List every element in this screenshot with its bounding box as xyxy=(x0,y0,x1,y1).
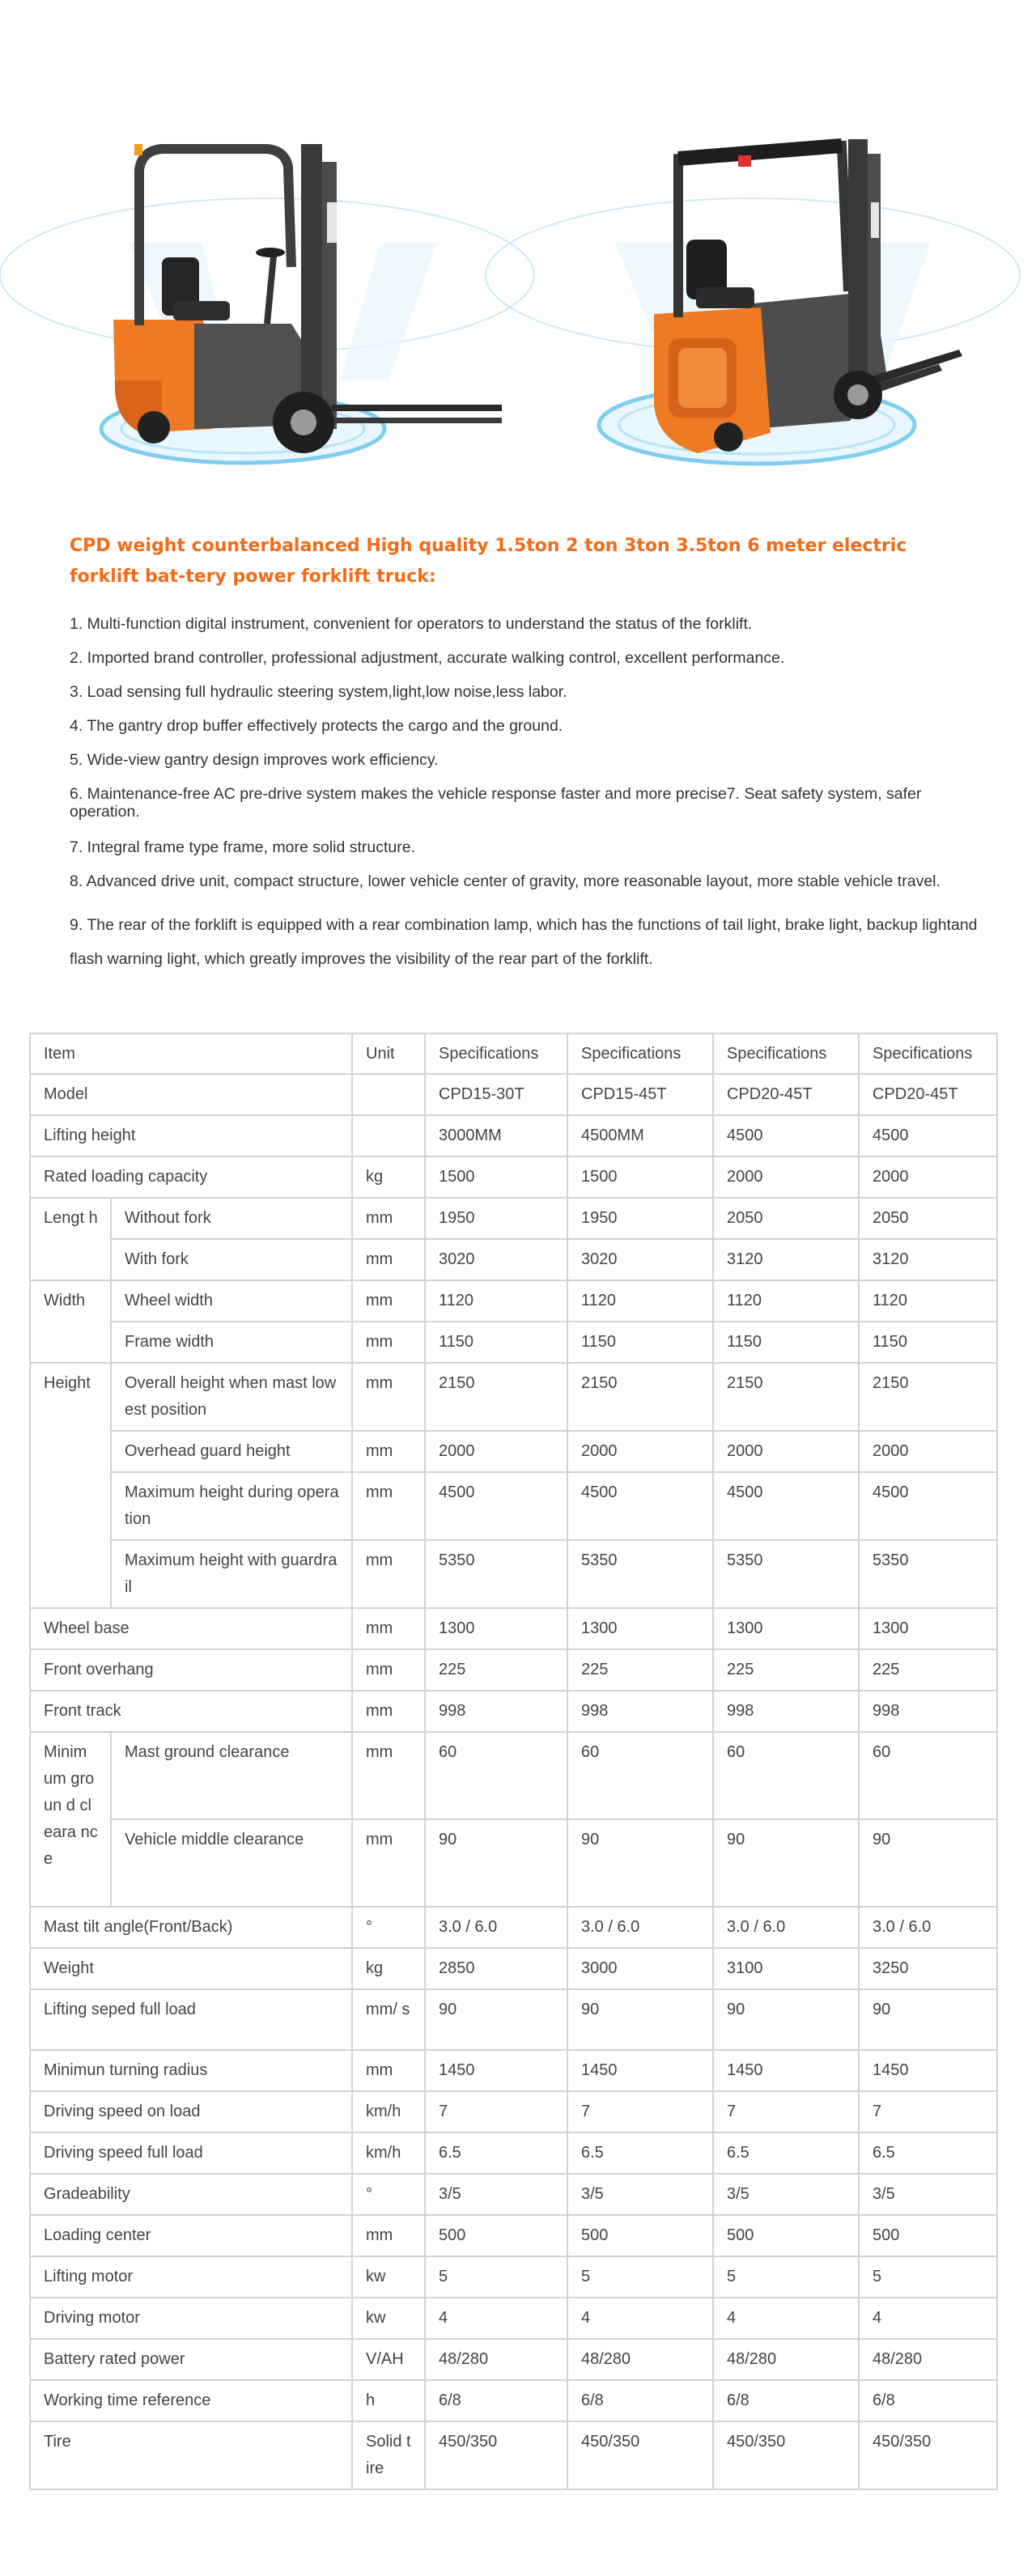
header-unit: Unit xyxy=(352,1033,425,1074)
row-value: 1450 xyxy=(713,2050,859,2091)
row-value: 1120 xyxy=(713,1280,859,1322)
row-value: 48/280 xyxy=(713,2339,859,2380)
header-spec: Specifications xyxy=(713,1033,859,1074)
row-unit: mm xyxy=(352,1732,425,1819)
row-value: 6/8 xyxy=(567,2380,713,2421)
row-value: 60 xyxy=(713,1732,859,1819)
row-value: 4500 xyxy=(567,1472,713,1540)
row-unit: mm xyxy=(352,1280,425,1322)
row-value: 4500 xyxy=(859,1115,997,1156)
row-label: Lifting height xyxy=(30,1115,352,1156)
row-value: 90 xyxy=(859,1819,997,1907)
row-value: 1500 xyxy=(567,1156,713,1198)
row-value: 3020 xyxy=(425,1239,567,1280)
row-value: 2050 xyxy=(713,1198,859,1239)
row-value: 2000 xyxy=(713,1156,859,1198)
row-value: CPD15-45T xyxy=(567,1074,713,1115)
row-unit: km/h xyxy=(352,2133,425,2174)
row-value: 48/280 xyxy=(859,2339,997,2380)
feature-item: 9. The rear of the forklift is equipped with a rear combination lamp, which has the functions of tail light, brake light, backup lightand flash warning light, which greatly improves the visibility of the rear part of the forklift. xyxy=(70,916,978,968)
row-value: 6.5 xyxy=(567,2133,713,2174)
row-value: 1300 xyxy=(859,1608,997,1649)
row-value: 1300 xyxy=(567,1608,713,1649)
row-label: Lifting seped full load xyxy=(30,1989,352,2050)
row-value: 90 xyxy=(713,1989,859,2050)
row-value: 450/350 xyxy=(425,2421,567,2489)
table-row xyxy=(30,1156,997,1198)
table-row xyxy=(30,1472,997,1540)
table-row xyxy=(30,1540,997,1608)
row-sublabel: Overall height when mast lowest position xyxy=(111,1363,352,1431)
row-value: 1150 xyxy=(859,1322,997,1363)
row-group-label: Width xyxy=(30,1280,111,1363)
row-label: Working time reference xyxy=(30,2380,352,2421)
table-row xyxy=(30,1280,997,1322)
row-value: 4500 xyxy=(425,1472,567,1540)
table-row xyxy=(30,1198,997,1239)
table-row xyxy=(30,1649,997,1691)
row-value: 500 xyxy=(713,2215,859,2256)
table-row xyxy=(30,1732,997,1819)
row-unit: mm xyxy=(352,1691,425,1732)
row-value: 2850 xyxy=(425,1948,567,1989)
table-row xyxy=(30,1608,997,1649)
row-label: Front overhang xyxy=(30,1649,352,1691)
row-value: 1150 xyxy=(425,1322,567,1363)
table-row xyxy=(30,2298,997,2339)
row-value: 6.5 xyxy=(713,2133,859,2174)
row-value: 225 xyxy=(713,1649,859,1691)
row-unit: ° xyxy=(352,1907,425,1948)
row-value: 3000 xyxy=(567,1948,713,1989)
row-unit: mm xyxy=(352,1363,425,1431)
product-title: CPD weight counterbalanced High quality 1.5ton 2 ton 3ton 3.5ton 6 meter electric forklift bat-tery power forklift truck: xyxy=(70,536,907,587)
feature-item: 2. Imported brand controller, professional adjustment, accurate walking control, excellent performance. xyxy=(70,649,785,667)
row-value: 3000MM xyxy=(425,1115,567,1156)
table-row xyxy=(30,2339,997,2380)
row-value: 5350 xyxy=(713,1540,859,1608)
row-unit: mm xyxy=(352,1540,425,1608)
row-value: 3/5 xyxy=(567,2174,713,2215)
row-value: 1450 xyxy=(567,2050,713,2091)
row-value: 1450 xyxy=(859,2050,997,2091)
row-value: 500 xyxy=(859,2215,997,2256)
row-value: 450/350 xyxy=(859,2421,997,2489)
row-value: 5 xyxy=(859,2256,997,2298)
row-value: 4 xyxy=(713,2298,859,2339)
row-unit xyxy=(352,1115,425,1156)
row-value: 5 xyxy=(713,2256,859,2298)
row-label: Weight xyxy=(30,1948,352,1989)
row-label: Gradeability xyxy=(30,2174,352,2215)
row-value: 1120 xyxy=(567,1280,713,1322)
row-value: 60 xyxy=(567,1732,713,1819)
forklift-product-image xyxy=(0,0,1036,518)
row-value: 450/350 xyxy=(567,2421,713,2489)
row-sublabel: With fork xyxy=(111,1239,352,1280)
row-value: 6/8 xyxy=(859,2380,997,2421)
row-unit: mm xyxy=(352,1431,425,1472)
row-value: 2000 xyxy=(859,1156,997,1198)
feature-item: 7. Integral frame type frame, more solid structure. xyxy=(70,838,416,856)
row-label: Loading center xyxy=(30,2215,352,2256)
table-row xyxy=(30,1948,997,1989)
row-value: 998 xyxy=(859,1691,997,1732)
row-label: Mast tilt angle(Front/Back) xyxy=(30,1907,352,1948)
row-sublabel: Mast ground clearance xyxy=(111,1732,352,1819)
row-value: 2150 xyxy=(859,1363,997,1431)
row-value: 7 xyxy=(425,2091,567,2133)
row-unit: km/h xyxy=(352,2091,425,2133)
feature-item: 1. Multi-function digital instrument, convenient for operators to understand the status of the forklift. xyxy=(70,615,753,633)
row-value: 5350 xyxy=(425,1540,567,1608)
row-value: 500 xyxy=(567,2215,713,2256)
row-unit: mm xyxy=(352,1472,425,1540)
table-row xyxy=(30,1907,997,1948)
table-row xyxy=(30,1431,997,1472)
row-value: 3.0 / 6.0 xyxy=(859,1907,997,1948)
row-value: 5 xyxy=(567,2256,713,2298)
row-value: 6/8 xyxy=(425,2380,567,2421)
row-value: 60 xyxy=(425,1732,567,1819)
row-value: 90 xyxy=(567,1819,713,1907)
row-value: 6.5 xyxy=(859,2133,997,2174)
table-row xyxy=(30,2133,997,2174)
row-unit: h xyxy=(352,2380,425,2421)
feature-item: 8. Advanced drive unit, compact structure, lower vehicle center of gravity, more reasonable layout, more stable vehicle travel. xyxy=(70,872,940,890)
row-unit: V/AH xyxy=(352,2339,425,2380)
row-group-label: Lengt h xyxy=(30,1198,111,1280)
row-value: 998 xyxy=(713,1691,859,1732)
row-unit: mm xyxy=(352,1239,425,1280)
table-row xyxy=(30,2091,997,2133)
row-value: 3250 xyxy=(859,1948,997,1989)
table-row xyxy=(30,2421,997,2489)
row-unit: kw xyxy=(352,2298,425,2339)
row-value: 90 xyxy=(425,1819,567,1907)
row-value: 1120 xyxy=(425,1280,567,1322)
row-value: 998 xyxy=(425,1691,567,1732)
row-unit: kg xyxy=(352,1156,425,1198)
table-row xyxy=(30,1239,997,1280)
row-value: 500 xyxy=(425,2215,567,2256)
row-label: Minimun turning radius xyxy=(30,2050,352,2091)
row-value: 1150 xyxy=(567,1322,713,1363)
row-value: 3120 xyxy=(859,1239,997,1280)
row-group-label: Minim um groun d cleara nce xyxy=(30,1732,111,1907)
table-row xyxy=(30,2380,997,2421)
row-label: Rated loading capacity xyxy=(30,1156,352,1198)
row-value: 1300 xyxy=(713,1608,859,1649)
table-row xyxy=(30,1819,997,1907)
row-value: 1950 xyxy=(567,1198,713,1239)
row-value: 4500 xyxy=(713,1472,859,1540)
row-unit: kw xyxy=(352,2256,425,2298)
row-value: 90 xyxy=(713,1819,859,1907)
table-header-row xyxy=(30,1033,997,1074)
row-value: 3/5 xyxy=(425,2174,567,2215)
row-unit: ° xyxy=(352,2174,425,2215)
row-unit: kg xyxy=(352,1948,425,1989)
row-label: Wheel base xyxy=(30,1608,352,1649)
row-value: 7 xyxy=(567,2091,713,2133)
row-group-label: Height xyxy=(30,1363,111,1608)
row-value: 90 xyxy=(859,1989,997,2050)
row-label: Driving speed on load xyxy=(30,2091,352,2133)
row-value: 7 xyxy=(859,2091,997,2133)
row-value: 5 xyxy=(425,2256,567,2298)
row-value: 3/5 xyxy=(713,2174,859,2215)
table-row xyxy=(30,2174,997,2215)
row-value: 998 xyxy=(567,1691,713,1732)
row-unit: mm xyxy=(352,2050,425,2091)
row-value: 6/8 xyxy=(713,2380,859,2421)
row-unit: mm xyxy=(352,1649,425,1691)
row-sublabel: Wheel width xyxy=(111,1280,352,1322)
row-value: CPD15-30T xyxy=(425,1074,567,1115)
table-row xyxy=(30,1989,997,2050)
row-value: 1450 xyxy=(425,2050,567,2091)
row-value: 3/5 xyxy=(859,2174,997,2215)
row-value: 3020 xyxy=(567,1239,713,1280)
table-row xyxy=(30,1363,997,1431)
row-value: 90 xyxy=(425,1989,567,2050)
row-value: 225 xyxy=(567,1649,713,1691)
row-value: CPD20-45T xyxy=(713,1074,859,1115)
row-unit xyxy=(352,1074,425,1115)
feature-list xyxy=(70,615,984,991)
row-value: 4500MM xyxy=(567,1115,713,1156)
row-value: 1500 xyxy=(425,1156,567,1198)
row-value: 2000 xyxy=(425,1431,567,1472)
row-value: 2150 xyxy=(567,1363,713,1431)
header-spec: Specifications xyxy=(859,1033,997,1074)
row-sublabel: Maximum height with guardrail xyxy=(111,1540,352,1608)
row-value: 48/280 xyxy=(567,2339,713,2380)
table-row xyxy=(30,2215,997,2256)
row-unit: Solid tire xyxy=(352,2421,425,2489)
row-sublabel: Without fork xyxy=(111,1198,352,1239)
row-label: Driving motor xyxy=(30,2298,352,2339)
row-label: Model xyxy=(30,1074,352,1115)
row-label: Front track xyxy=(30,1691,352,1732)
row-value: 3.0 / 6.0 xyxy=(567,1907,713,1948)
row-value: CPD20-45T xyxy=(859,1074,997,1115)
row-unit: mm xyxy=(352,1819,425,1907)
row-sublabel: Frame width xyxy=(111,1322,352,1363)
row-value: 60 xyxy=(859,1732,997,1819)
row-value: 5350 xyxy=(859,1540,997,1608)
row-value: 6.5 xyxy=(425,2133,567,2174)
row-value: 2000 xyxy=(567,1431,713,1472)
row-value: 48/280 xyxy=(425,2339,567,2380)
header-spec: Specifications xyxy=(425,1033,567,1074)
row-value: 225 xyxy=(859,1649,997,1691)
row-value: 2050 xyxy=(859,1198,997,1239)
row-value: 3.0 / 6.0 xyxy=(425,1907,567,1948)
row-value: 5350 xyxy=(567,1540,713,1608)
feature-item: 5. Wide-view gantry design improves work efficiency. xyxy=(70,751,439,769)
row-value: 7 xyxy=(713,2091,859,2133)
row-value: 2150 xyxy=(425,1363,567,1431)
table-row xyxy=(30,1691,997,1732)
row-unit: mm xyxy=(352,1608,425,1649)
spec-table xyxy=(29,1033,998,2490)
table-row xyxy=(30,2256,997,2298)
row-label: Tire xyxy=(30,2421,352,2489)
row-value: 90 xyxy=(567,1989,713,2050)
row-unit: mm xyxy=(352,1198,425,1239)
row-sublabel: Maximum height during operation xyxy=(111,1472,352,1540)
row-label: Driving speed full load xyxy=(30,2133,352,2174)
row-value: 4 xyxy=(567,2298,713,2339)
row-sublabel: Overhead guard height xyxy=(111,1431,352,1472)
row-value: 4500 xyxy=(713,1115,859,1156)
row-value: 4500 xyxy=(859,1472,997,1540)
feature-item: 4. The gantry drop buffer effectively protects the cargo and the ground. xyxy=(70,717,563,735)
row-value: 4 xyxy=(859,2298,997,2339)
row-label: Lifting motor xyxy=(30,2256,352,2298)
row-value: 2000 xyxy=(713,1431,859,1472)
row-value: 1300 xyxy=(425,1608,567,1649)
row-value: 4 xyxy=(425,2298,567,2339)
row-unit: mm xyxy=(352,2215,425,2256)
table-row xyxy=(30,1074,997,1115)
feature-item: 6. Maintenance-free AC pre-drive system makes the vehicle response faster and more precise7. Seat safety system, safer operation. xyxy=(70,785,922,821)
row-value: 3120 xyxy=(713,1239,859,1280)
feature-item: 3. Load sensing full hydraulic steering system,light,low noise,less labor. xyxy=(70,683,567,701)
table-row xyxy=(30,2050,997,2091)
table-row xyxy=(30,1115,997,1156)
row-value: 2000 xyxy=(859,1431,997,1472)
row-sublabel: Vehicle middle clearance xyxy=(111,1819,352,1907)
row-value: 1950 xyxy=(425,1198,567,1239)
row-unit: mm xyxy=(352,1322,425,1363)
row-value: 1120 xyxy=(859,1280,997,1322)
row-unit: mm/ s xyxy=(352,1989,425,2050)
row-value: 3100 xyxy=(713,1948,859,1989)
header-item: Item xyxy=(30,1033,352,1074)
table-row xyxy=(30,1322,997,1363)
row-value: 1150 xyxy=(713,1322,859,1363)
header-spec: Specifications xyxy=(567,1033,713,1074)
row-value: 2150 xyxy=(713,1363,859,1431)
row-label: Battery rated power xyxy=(30,2339,352,2380)
row-value: 3.0 / 6.0 xyxy=(713,1907,859,1948)
row-value: 225 xyxy=(425,1649,567,1691)
row-value: 450/350 xyxy=(713,2421,859,2489)
